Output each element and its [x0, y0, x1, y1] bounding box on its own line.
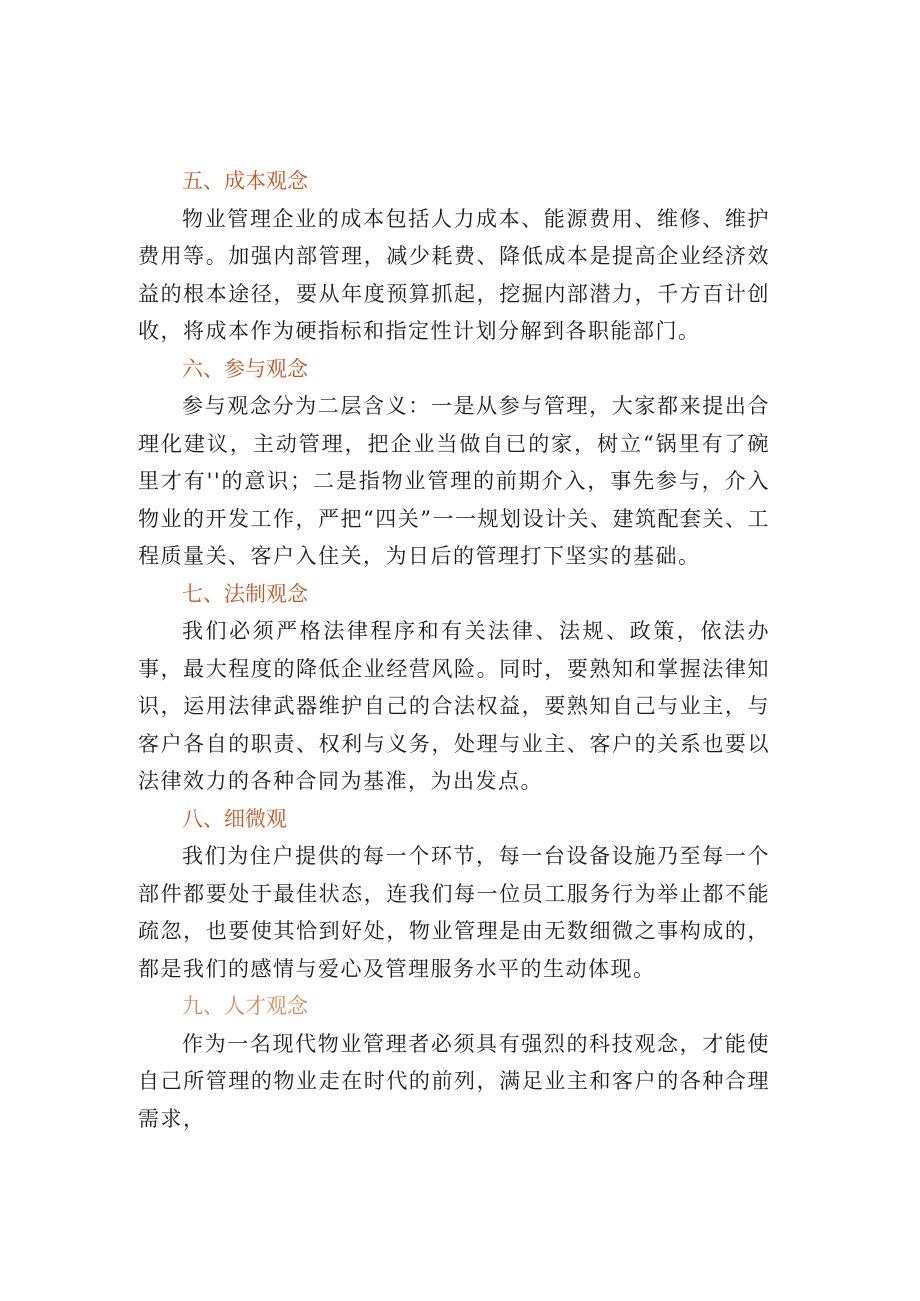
section-body-detail: 我们为住户提供的每一个环节，每一台设备设施乃至每一个部件都要处于最佳状态，连我们每一位员工服务行为举止都不能疏忽，也要使其恰到好处，物业管理是由无数细微之事构成的，都是我们的感情与爱心及管理服务水平的生动体现。	[138, 844, 770, 981]
section-body-legal: 我们必须严格法律程序和有关法律、法规、政策，依法办事，最大程度的降低企业经营风险。同时，要熟知和掌握法律知识，运用法律武器维护自己的合法权益，要熟知自己与业主，与客户各自的职责、权利与义务，处理与业主、客户的关系也要以法律效力的各种合同为基准，为出发点。	[138, 619, 770, 793]
section-heading-detail: 八、细微观	[182, 806, 287, 831]
section-body-talent: 作为一名现代物业管理者必须具有强烈的科技观念，才能使自己所管理的物业走在时代的前列，满足业主和客户的各种合理需求，	[138, 1031, 770, 1131]
section-heading-legal: 七、法制观念	[182, 581, 308, 606]
section-heading-participation: 六、参与观念	[182, 356, 308, 381]
section-body-cost: 物业管理企业的成本包括人力成本、能源费用、维修、维护费用等。加强内部管理，减少耗费、降低成本是提高企业经济效益的根本途径，要从年度预算抓起，挖掘内部潜力，千方百计创收，将成本作为硬指标和指定性计划分解到各职能部门。	[138, 206, 770, 343]
section-heading-talent: 九、人才观念	[182, 994, 308, 1018]
section-body-participation: 参与观念分为二层含义：一是从参与管理，大家都来提出合理化建议，主动管理，把企业当做自已的家，树立“锅里有了碗里才有''的意识；二是指物业管理的前期介入，事先参与，介入物业的开发工作，严把“四关”一一规划设计关、建筑配套关、工程质量关、客户入住关，为日后的管理打下坚实的基础。	[138, 394, 770, 568]
section-heading-cost: 五、成本观念	[182, 169, 308, 193]
document-body	[138, 163, 770, 1138]
